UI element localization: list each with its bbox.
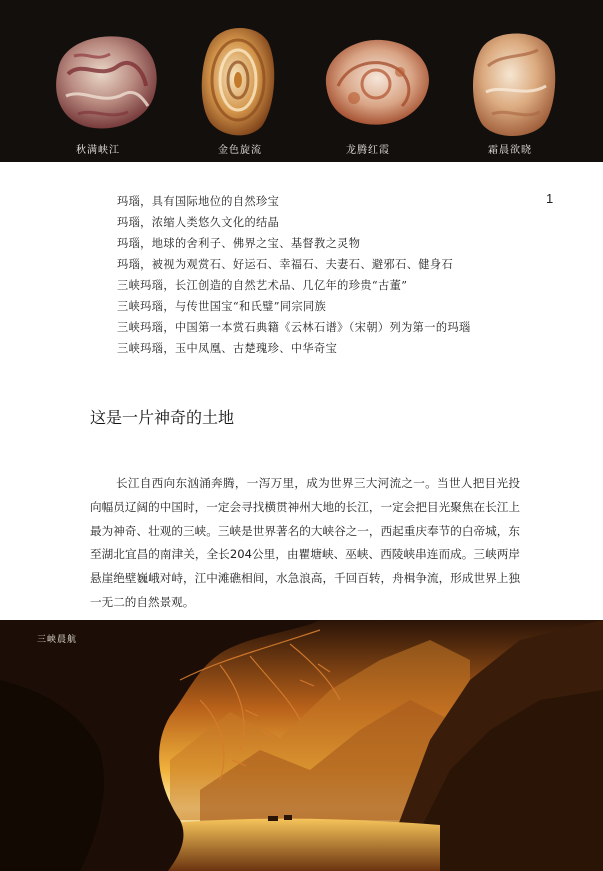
page-number: 1 [546,191,554,206]
intro-line: 三峡玛瑙，玉中凤凰、古楚瑰珍、中华奇宝 [117,342,338,355]
section-heading: 这是一片神奇的土地 [90,408,235,427]
agate-stone-image-1 [48,30,162,134]
intro-line: 玛瑙，被视为观赏石、好运石、幸福石、夫妻石、避邪石、健身石 [117,258,454,271]
agate-stone-image-3 [318,36,434,128]
intro-line: 玛瑙，具有国际地位的自然珍宝 [117,195,280,208]
agate-stone-image-2 [198,22,276,138]
agate-stone-image-4 [468,28,558,138]
agate-caption-4: 霜晨欲晓 [488,145,532,156]
section-paragraph: 长江自西向东汹涌奔腾，一泻万里，成为世界三大河流之一。当世人把目光投向幅员辽阔的中国时，一定会寻找横贯神州大地的长江，一定会把目光聚焦在长江上最为神奇、壮观的三峡。三峡是世界著名的大峡谷之一，西起重庆奉节的白帝城，东至湖北宜昌的南津关，全长204公里，由瞿塘峡、巫峡、西陵峡串连而成。三峡两岸悬崖绝壁巍峨对峙，江中滩礁相间，水急浪高，千回百转，舟楫争流，形成世界上独一无二的自然景观。 [90,476,520,609]
intro-line: 玛瑙，地球的舍利子、佛界之宝、基督教之灵物 [117,237,361,250]
intro-line: 三峡玛瑙，中国第一本赏石典籍《云林石谱》（宋朝）列为第一的玛瑙 [117,321,471,334]
agate-caption-3: 龙腾红霞 [346,145,390,156]
agate-gallery-band [0,0,603,162]
intro-line: 玛瑙，浓缩人类悠久文化的结晶 [117,216,280,229]
agate-intro-list [117,191,471,359]
intro-line: 三峡玛瑙，与传世国宝“和氏璧”同宗同族 [117,300,327,313]
intro-line: 三峡玛瑙，长江创造的自然艺术品、几亿年的珍贵“古董” [117,279,408,292]
agate-caption-1: 秋满峡江 [76,145,120,156]
photo-label: 三峡晨航 [37,635,78,645]
agate-caption-2: 金色旋流 [218,145,262,156]
three-gorges-photo [0,620,603,871]
